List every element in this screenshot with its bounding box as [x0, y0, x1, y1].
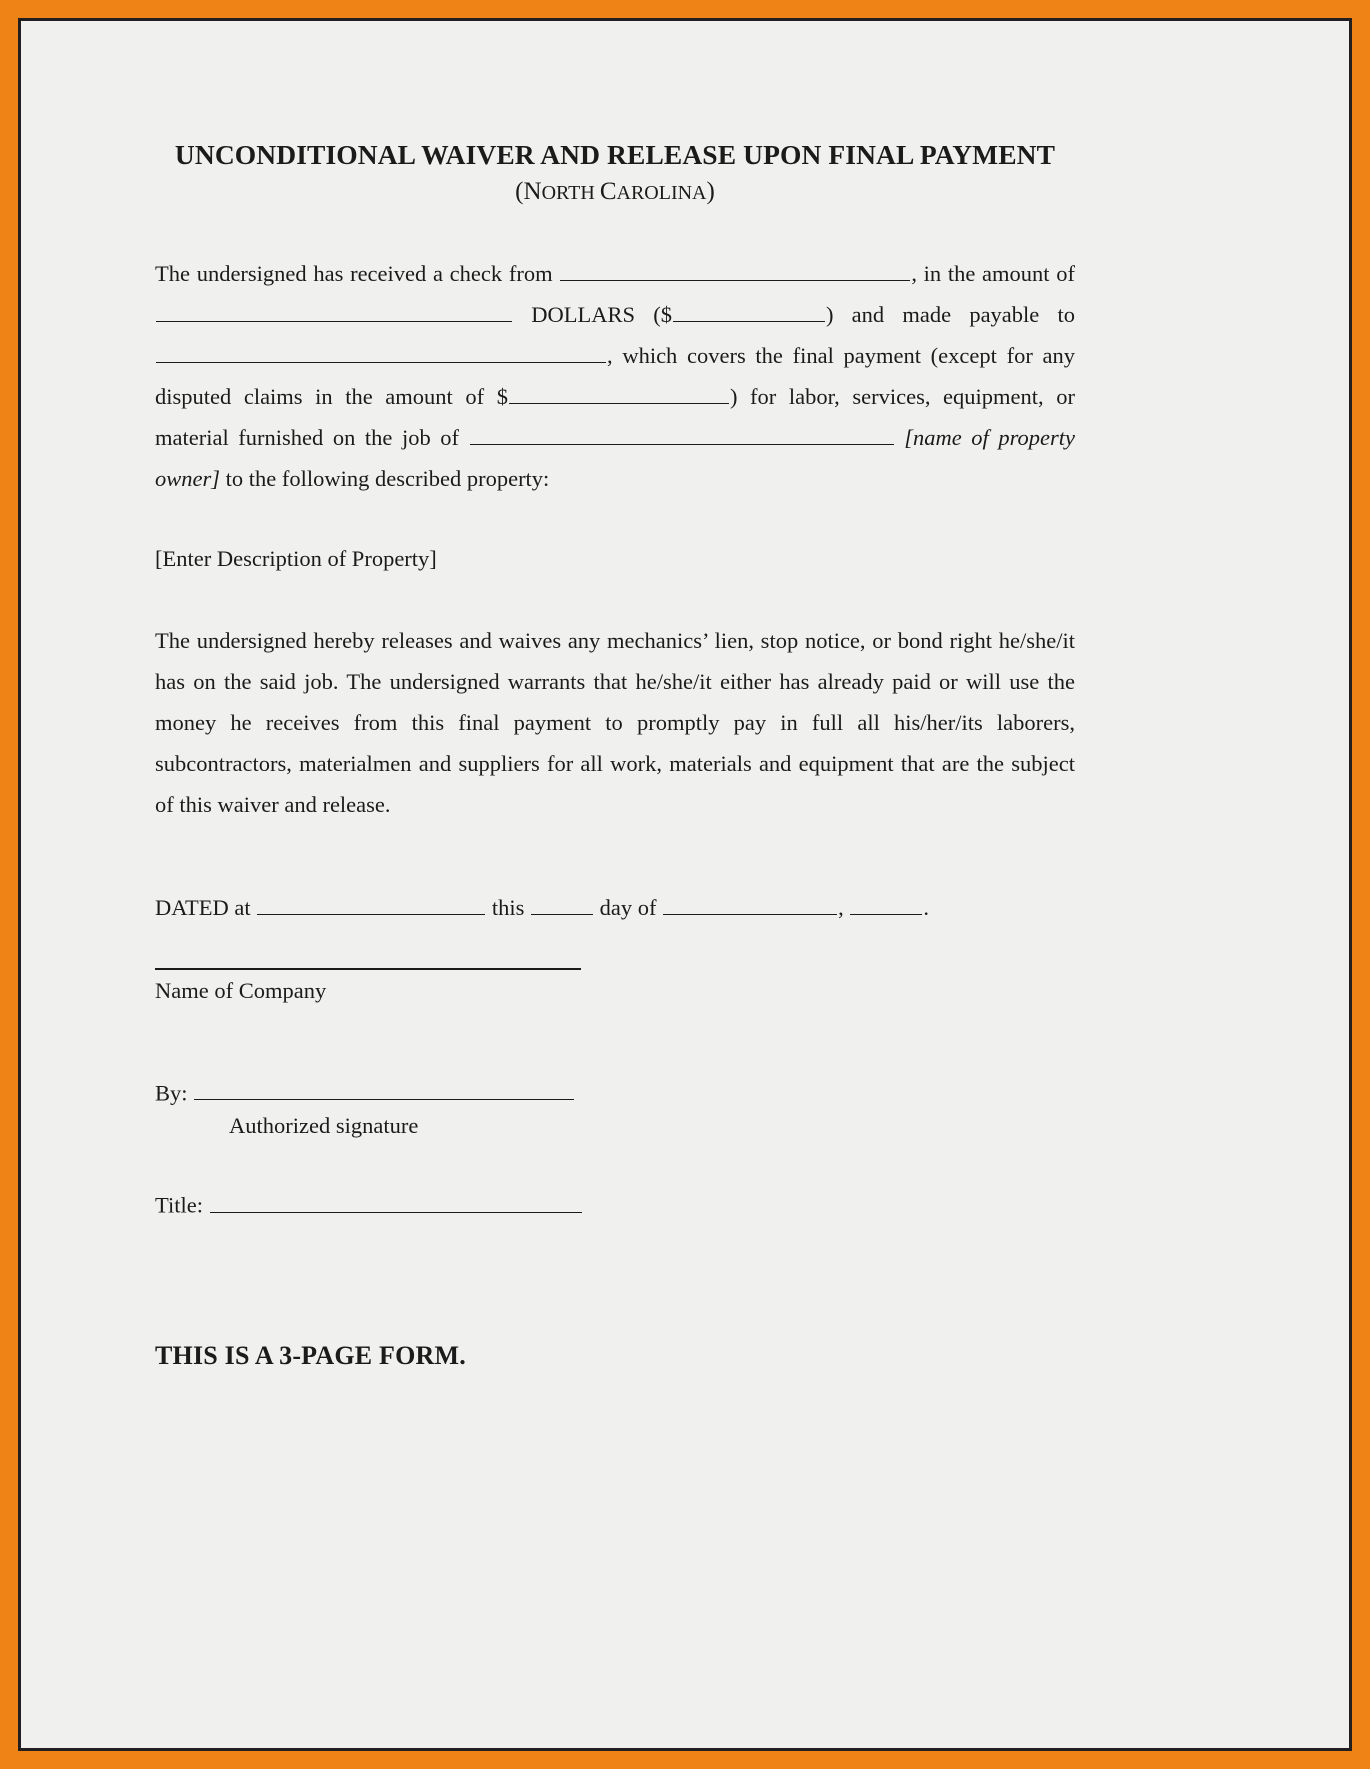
- authorized-signature-caption: Authorized signature: [229, 1113, 419, 1139]
- scan-inner-frame: [18, 18, 1352, 1751]
- title-label: Title:: [155, 1192, 203, 1218]
- amount-words-blank[interactable]: [156, 300, 512, 322]
- receipt-text-segment-4: ) and made payable to: [825, 301, 1076, 327]
- page-count-note: THIS IS A 3-PAGE FORM.: [155, 1340, 466, 1370]
- amount-figures-blank[interactable]: [673, 300, 825, 322]
- receipt-text-segment-1: The undersigned has received a check from: [155, 260, 553, 286]
- document-subtitle: [155, 177, 1075, 207]
- dated-location-blank[interactable]: [257, 893, 485, 915]
- by-line: [155, 1078, 1075, 1108]
- subtitle-north-rest: ORTH: [541, 182, 600, 205]
- subtitle-paren-close: ): [706, 178, 715, 206]
- spacer-above-property-description: [155, 499, 1075, 538]
- signer-title-blank[interactable]: [210, 1190, 582, 1212]
- title-line: [155, 1190, 1075, 1220]
- receipt-text-segment-6: ) for labor, services, equipment, or material furnished on the job of: [155, 383, 1075, 450]
- check-from-blank[interactable]: [560, 259, 910, 281]
- document-page: [21, 21, 1349, 1748]
- receipt-text-segment-3: DOLLARS ($: [513, 301, 672, 327]
- payable-to-blank[interactable]: [156, 341, 606, 363]
- subtitle-carolina-initial: C: [599, 178, 617, 206]
- receipt-paragraph: [155, 253, 1075, 499]
- company-name-rule[interactable]: [155, 968, 581, 970]
- authorized-signature-blank[interactable]: [194, 1078, 574, 1100]
- company-name-label: Name of Company: [155, 977, 327, 1003]
- subtitle-carolina-rest: AROLINA: [616, 182, 707, 205]
- signature-block: [155, 968, 1075, 1221]
- spacer-above-release-paragraph: [155, 579, 1075, 620]
- receipt-text-segment-5: , which covers the final payment (except for any disputed claims in the amount of $: [155, 342, 1075, 409]
- dated-day-blank[interactable]: [531, 893, 593, 915]
- property-owner-hint: [name of property owner]: [155, 424, 1075, 491]
- dated-period: .: [923, 894, 929, 920]
- dated-month-blank[interactable]: [663, 893, 837, 915]
- dated-at-label: DATED at: [155, 894, 251, 920]
- document-content: [155, 139, 1075, 1371]
- dated-comma: ,: [838, 894, 844, 920]
- dated-year-blank[interactable]: [850, 893, 922, 915]
- this-label: this: [491, 894, 525, 920]
- subtitle-paren-open: (: [515, 178, 524, 206]
- subtitle-north-initial: N: [523, 178, 542, 206]
- by-label: By:: [155, 1080, 188, 1106]
- job-of-blank[interactable]: [470, 423, 894, 445]
- release-paragraph: The undersigned hereby releases and waives any mechanics’ lien, stop notice, or bond right he/she/it has on the said job. The undersigned warrants that he/she/it either has already paid or will use the money he receives from this final payment to promptly pay in full all his/her/its laborers, subcontractors, materialmen and suppliers for all work, materials and equipment that are the subject of this waiver and release.: [155, 627, 1075, 817]
- disputed-claims-amount-blank[interactable]: [509, 382, 729, 404]
- dated-line: [155, 887, 1075, 928]
- receipt-text-segment-8: to the following described property:: [220, 465, 550, 491]
- property-description-placeholder[interactable]: [Enter Description of Property]: [155, 545, 437, 571]
- day-of-label: day of: [599, 894, 657, 920]
- receipt-text-segment-2: , in the amount of: [911, 260, 1075, 286]
- page-title: UNCONDITIONAL WAIVER AND RELEASE UPON FINAL PAYMENT: [174, 139, 1056, 170]
